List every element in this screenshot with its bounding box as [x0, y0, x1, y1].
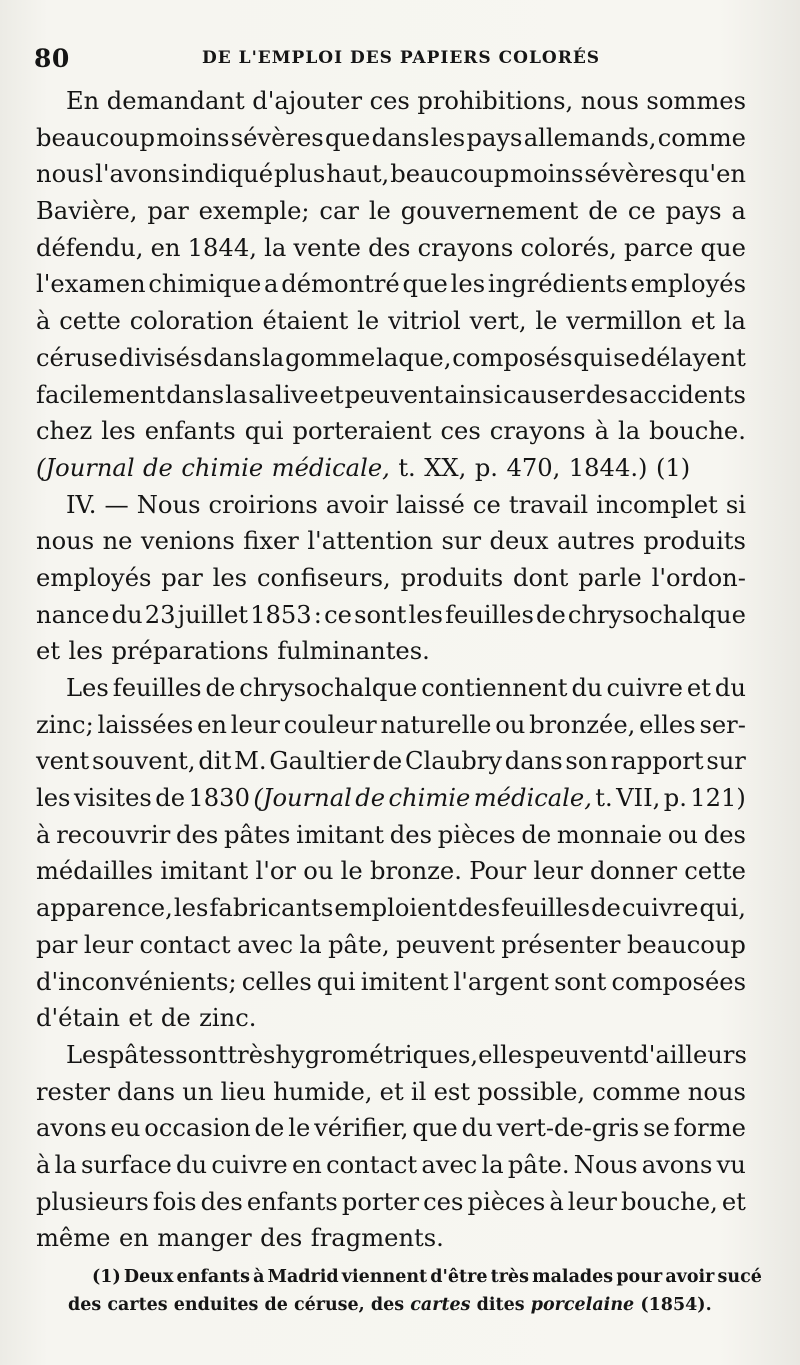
text-line: céruse divisés dans la gomme laque, composés qui se délayent	[36, 343, 746, 372]
text-line: médailles imitant l'or ou le bronze. Pour leur donner cette	[36, 857, 746, 886]
text-line: employés par les confiseurs, produits dont parle l'ordon-	[36, 563, 746, 592]
text-line: à cette coloration étaient le vitriol vert, le vermillon et la	[36, 307, 746, 336]
paragraph-4	[36, 1037, 746, 1257]
text-line: plusieurs fois des enfants porter ces pièces à leur bouche, et	[36, 1187, 746, 1216]
paragraph-3	[36, 670, 746, 1037]
page-number: 80	[34, 44, 70, 73]
text-line: les visites de 1830 (Journal de chimie médicale, t. VII, p. 121)	[36, 784, 746, 813]
text-line: En demandant d'ajouter ces prohibitions, nous sommes	[66, 87, 746, 115]
text-line: défendu, en 1844, la vente des crayons colorés, parce que	[36, 233, 746, 262]
text-line: IV. — Nous croirions avoir laissé ce travail incomplet si	[66, 490, 746, 519]
text-line: avons eu occasion de le vérifier, que du vert-de-gris se forme	[36, 1114, 746, 1143]
body-text	[36, 83, 746, 1257]
text-line: nous ne venions fixer l'attention sur deux autres produits	[36, 527, 746, 556]
text-line: Bavière, par exemple; car le gouvernement de ce pays a	[36, 197, 746, 226]
footnote-line: (1) Deux enfants à Madrid viennent d'être très malades pour avoir sucé	[92, 1267, 762, 1287]
text-line: nance du 23 juillet 1853 : ce sont les feuilles de chrysochalque	[36, 600, 746, 629]
text-line: rester dans un lieu humide, et il est possible, comme nous	[36, 1077, 746, 1106]
text-line: zinc; laissées en leur couleur naturelle ou bronzée, elles ser-	[36, 710, 746, 739]
text-line: vent souvent, dit M. Gaultier de Claubry dans son rapport sur	[36, 747, 746, 776]
text-line: Les pâtes sont très hygrométriques, elles peuvent d'ailleurs	[66, 1040, 747, 1069]
footnote	[68, 1263, 762, 1319]
text-line: par leur contact avec la pâte, peuvent présenter beaucoup	[36, 930, 746, 959]
text-line-citation: (Journal de chimie médicale, t. XX, p. 470, 1844.) (1)	[36, 453, 691, 482]
text-line: d'étain et de zinc.	[36, 1004, 257, 1033]
text-line: facilement dans la salive et peuvent ainsi causer des accidents	[36, 380, 746, 409]
paragraph-1	[36, 83, 746, 487]
text-line: nous l'avons indiqué plus haut, beaucoup moins sévères qu'en	[36, 160, 746, 189]
text-line: l'examen chimique a démontré que les ingrédients employés	[36, 270, 746, 299]
page-header	[34, 44, 774, 74]
text-line: apparence, les fabricants emploient des feuilles de cuivre qui,	[36, 894, 746, 923]
text-line: et les préparations fulminantes.	[36, 637, 430, 666]
text-line: chez les enfants qui porteraient ces crayons à la bouche.	[36, 417, 746, 446]
text-line: d'inconvénients; celles qui imitent l'argent sont composées	[36, 967, 746, 996]
paragraph-2	[36, 487, 746, 670]
footnote-line: des cartes enduites de céruse, des cartes dites porcelaine (1854).	[68, 1295, 712, 1315]
text-line: à recouvrir des pâtes imitant des pièces de monnaie ou des	[36, 820, 746, 849]
text-line: Les feuilles de chrysochalque contiennent du cuivre et du	[66, 674, 746, 702]
text-line: beaucoup moins sévères que dans les pays allemands, comme	[36, 123, 746, 152]
text-line: même en manger des fragments.	[36, 1224, 444, 1253]
text-line: à la surface du cuivre en contact avec la pâte. Nous avons vu	[36, 1150, 746, 1179]
running-title: DE L'EMPLOI DES PAPIERS COLORÉS	[202, 48, 601, 68]
